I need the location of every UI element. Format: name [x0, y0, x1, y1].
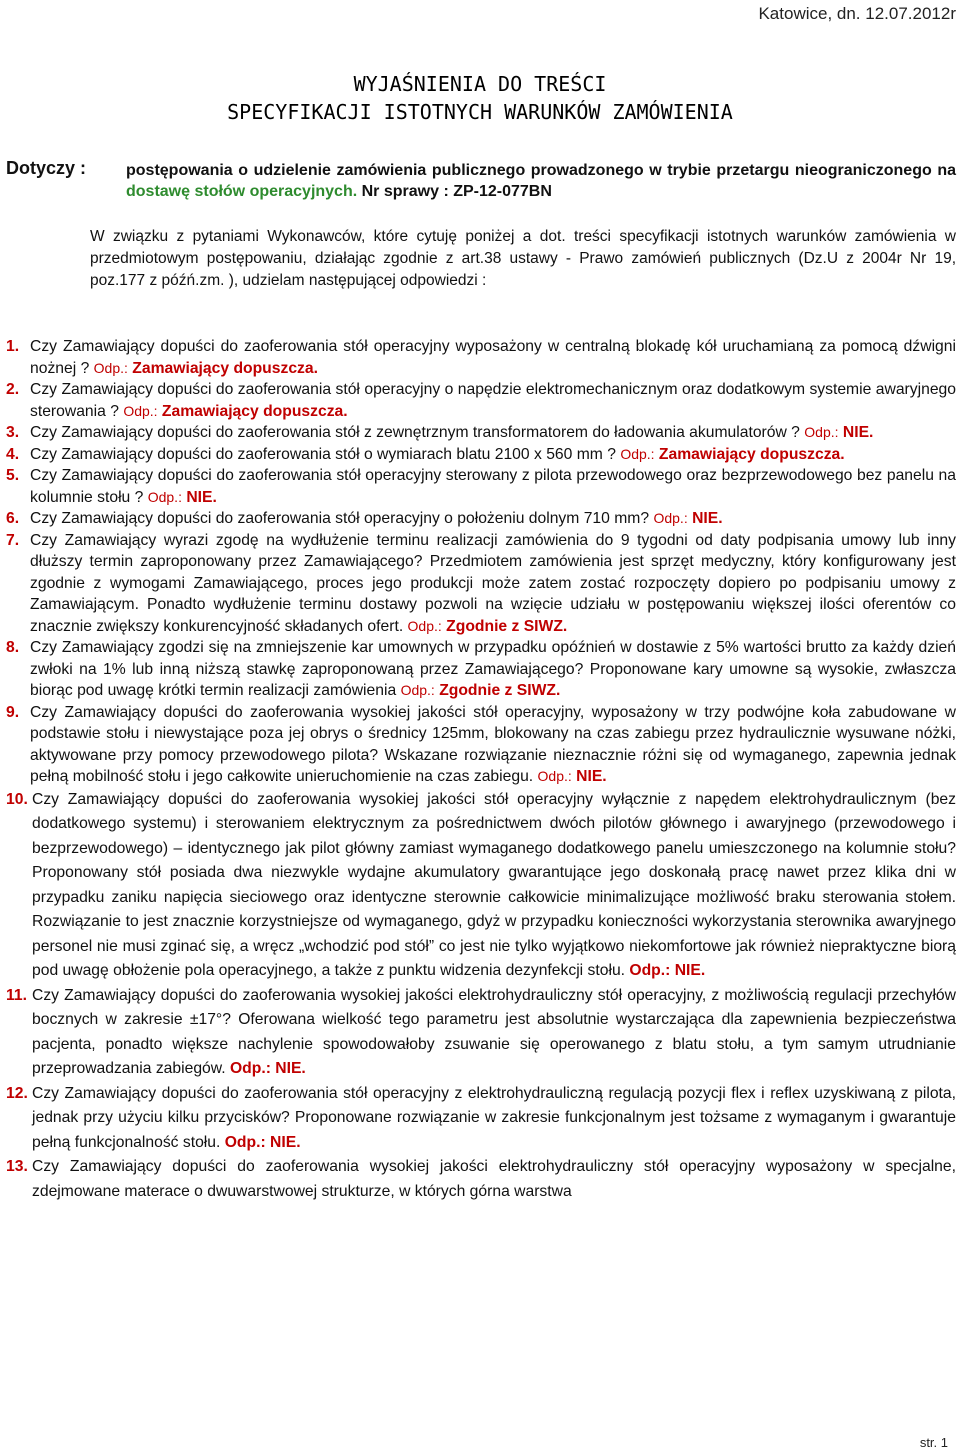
answer-prefix: Odp.:	[537, 768, 572, 784]
subject-highlight: dostawę stołów operacyjnych.	[126, 183, 358, 200]
question-item	[6, 1155, 956, 1204]
question-number: 5.	[6, 467, 20, 484]
questions-list	[6, 336, 956, 1204]
question-text: Czy Zamawiający dopuści do zaoferowania stół operacyjny sterowany z pilota przewodowego oraz bezprzewodowego bez panelu na kolumnie stołu ?	[30, 467, 956, 506]
question-text: Czy Zamawiający dopuści do zaoferowania stół o wymiarach blatu 2100 x 560 mm ?	[30, 445, 616, 463]
answer-text: NIE.	[842, 424, 874, 441]
page-number: str. 1	[919, 1435, 948, 1450]
intro-text: W związku z pytaniami Wykonawców, które cytuję poniżej a dot. treści specyfikacji istotnych warunków zamówienia w przedmiotowym postępowaniu, działając zgodnie z art.38 ustawy - Prawo zamówień publicznych (Dz.U z 2004r Nr 19, poz.177 z późń.zm. ), udzielam następującej odpowiedzi :	[90, 228, 956, 289]
answer-prefix: Odp.:	[620, 445, 655, 462]
answer-prefix: Odp.:	[147, 488, 182, 505]
answer-prefix: Odp.:	[224, 1133, 266, 1151]
answer-text: Zgodnie z SIWZ.	[439, 682, 561, 699]
question-item	[6, 336, 956, 379]
question-item	[6, 702, 956, 788]
question-item	[6, 379, 956, 422]
question-item	[6, 508, 956, 530]
answer-text: NIE.	[692, 510, 723, 527]
question-number: 13.	[6, 1158, 28, 1175]
answer-text: Zamawiający dopuszcza.	[658, 445, 845, 463]
question-number: 9.	[6, 703, 20, 721]
answer-prefix: Odp.:	[629, 962, 671, 979]
document-date: Katowice, dn. 12.07.2012r	[758, 4, 956, 23]
title-line-2: SPECYFIKACJI ISTOTNYCH WARUNKÓW ZAMÓWIENIA	[227, 100, 733, 124]
answer-text: Zgodnie z SIWZ.	[446, 617, 568, 635]
question-number: 10.	[6, 790, 28, 808]
subject-label: Dotyczy :	[6, 158, 87, 178]
answer-text: NIE.	[270, 1133, 301, 1151]
answer-text: NIE.	[186, 488, 217, 506]
question-text: Czy Zamawiający dopuści do zaoferowania wysokiej jakości stół operacyjny, wyposażony w trzy podwójne koła zabudowane w podstawie stołu i niewystające poza jej obrys o średnicy 125mm, blokowany na czas zabiegu przez hydraulicznie wysuwane nóżki, aktywowane przy pomocy przewodowego pilota? Wskazane rozwiązanie nieznacznie różni się od wymaganego, zapewnia jednak pełną mobilność stołu i jego całkowite unieruchomienie na czas zabiegu.	[30, 703, 956, 785]
subject-text	[126, 160, 956, 202]
question-item	[6, 444, 956, 466]
question-number: 11.	[6, 986, 27, 1004]
question-text: Czy Zamawiający dopuści do zaoferowania wysokiej jakości stół operacyjny wyłącznie z napędem elektrohydraulicznym (bez dodatkowego systemu) i sterowaniem elektrycznym za pośrednictwem dwóch pilotów głównego i awaryjnego (przewodowego i bezprzewodowego) – identycznego jak pilot główny zamiast wymaganego dodatkowego panelu umieszczonego na kolumnie stołu? Proponowany stół posiada dwa niezwykle wydajne akumulatory gwarantujące jego doskonałą pracę nawet przez klika dni w przypadku zaniku napięcia sieciowego oraz identyczne sterownie całkowicie minimalizujące możliwość braku sterowania stołem. Rozwiązanie to jest znacznie korzystniejsze od wymaganego, gdyż w przypadku konieczności wykorzystania sterownika awaryjnego personel nie musi zginać się, a wręcz „wchodzić pod stół” co jest nie tylko wyjątkowo niekomfortowe jak również niepraktyczne biorą pod uwagę obłożenie pola operacyjnego, a także z punktu widzenia dezynfekcji stołu.	[32, 790, 956, 979]
question-text: Czy Zamawiający wyrazi zgodę na wydłużenie terminu realizacji zamówienia do 9 tygodni od daty podpisania umowy lub inny dłuższy termin zaproponowany przez Zamawiającego? Przedmiotem zamówienia jest sprzęt medyczny, który konfigurowany jest zgodnie z wymogami Zamawiającego, proces jego produkcji może zatem zostać rozpoczęty dopiero po podpisaniu umowy z Zamawiającym. Ponadto wydłużenie terminu dostawy pozwoli na wzięcie udziału w postępowaniu większej ilości oferentów co znacznie zwiększy konkurencyjność składanych ofert.	[30, 531, 956, 635]
question-text: Czy Zamawiający dopuści do zaoferowania wysokiej jakości elektrohydrauliczny stół operacyjny wyposażony w specjalne, zdejmowane materace o dwuwarstwowej strukturze, w których górna warstwa	[32, 1158, 956, 1200]
answer-prefix: Odp.:	[93, 359, 128, 376]
question-item	[6, 637, 956, 702]
question-number: 2.	[6, 381, 20, 398]
question-item	[6, 530, 956, 638]
answer-text: NIE.	[275, 1060, 306, 1077]
question-number: 3.	[6, 424, 20, 441]
document-title	[0, 70, 960, 126]
answer-prefix: Odp.:	[804, 424, 839, 440]
question-text: Czy Zamawiający dopuści do zaoferowania stół operacyjny wyposażony w centralną blokadę kół uruchamianą za pomocą dźwigni nożnej ?	[30, 338, 956, 377]
question-item	[6, 984, 956, 1082]
answer-prefix: Odp.:	[407, 617, 442, 634]
question-text: Czy Zamawiający dopuści do zaoferowania wysokiej jakości elektrohydrauliczny stół operacyjny, z możliwością regulacji przechyłów bocznych w zakresie ±17°? Oferowana wielkość tego parametru jest absolutnie wystarczająca dla zapewnienia bezpieczeństwa pacjenta, ponadto większe nachylenie spowodowałoby zsuwanie się operowanego z blatu stołu, a tym samym utrudnianie przeprowadzania zabiegów.	[32, 986, 956, 1077]
answer-text: Zamawiający dopuszcza.	[161, 402, 348, 420]
question-text: Czy Zamawiający dopuści do zaoferowania stół operacyjny o napędzie elektromechanicznym oraz dodatkowym systemie awaryjnego sterowania ?	[30, 381, 956, 420]
question-number: 8.	[6, 639, 20, 656]
answer-prefix: Odp.:	[653, 510, 688, 526]
question-number: 1.	[6, 338, 20, 355]
answer-prefix: Odp.:	[400, 682, 435, 698]
title-line-1: WYJAŚNIENIA DO TREŚCI	[353, 72, 607, 96]
question-number: 4.	[6, 445, 20, 463]
intro-paragraph	[6, 226, 956, 292]
answer-prefix: Odp.:	[229, 1060, 271, 1077]
subject-text-a: postępowania o udzielenie zamówienia publicznego prowadzonego w trybie przetargu nieograniczonego na	[126, 162, 956, 179]
question-item	[6, 788, 956, 984]
question-item	[6, 465, 956, 508]
question-number: 6.	[6, 510, 20, 527]
question-number: 12.	[6, 1084, 28, 1102]
question-text: Czy Zamawiający dopuści do zaoferowania stół operacyjny o położeniu dolnym 710 mm?	[30, 510, 650, 527]
answer-text: NIE.	[674, 962, 706, 979]
question-text: Czy Zamawiający dopuści do zaoferowania stół operacyjny z elektrohydrauliczną regulacją pozycji flex i reflex uzyskiwaną z pilota, jednak przy użyciu kilku przycisków? Proponowane rozwiązanie w zakresie funkcjonalnym jest tożsame z wymaganym i gwarantuje pełną funkcjonalność stołu.	[32, 1084, 956, 1151]
question-text: Czy Zamawiający dopuści do zaoferowania stół z zewnętrznym transformatorem do ładowania akumulatorów ?	[30, 424, 800, 441]
question-text: Czy Zamawiający zgodzi się na zmniejszenie kar umownych w przypadku opóźnień w dostawie z 5% wartości brutto za każdy dzień zwłoki na 1% lub inną niższą stawkę zaproponowaną przez Zamawiającego? Proponowane kary umowne są wysokie, zwłaszcza biorąc pod uwagę krótki termin realizacji zamówienia	[30, 639, 956, 699]
subject-case-number: Nr sprawy : ZP-12-077BN	[361, 183, 552, 200]
answer-prefix: Odp.:	[123, 402, 158, 419]
answer-text: NIE.	[576, 768, 607, 785]
question-item	[6, 422, 956, 444]
answer-text: Zamawiający dopuszcza.	[132, 359, 318, 377]
question-item	[6, 1082, 956, 1156]
question-number: 7.	[6, 531, 20, 549]
